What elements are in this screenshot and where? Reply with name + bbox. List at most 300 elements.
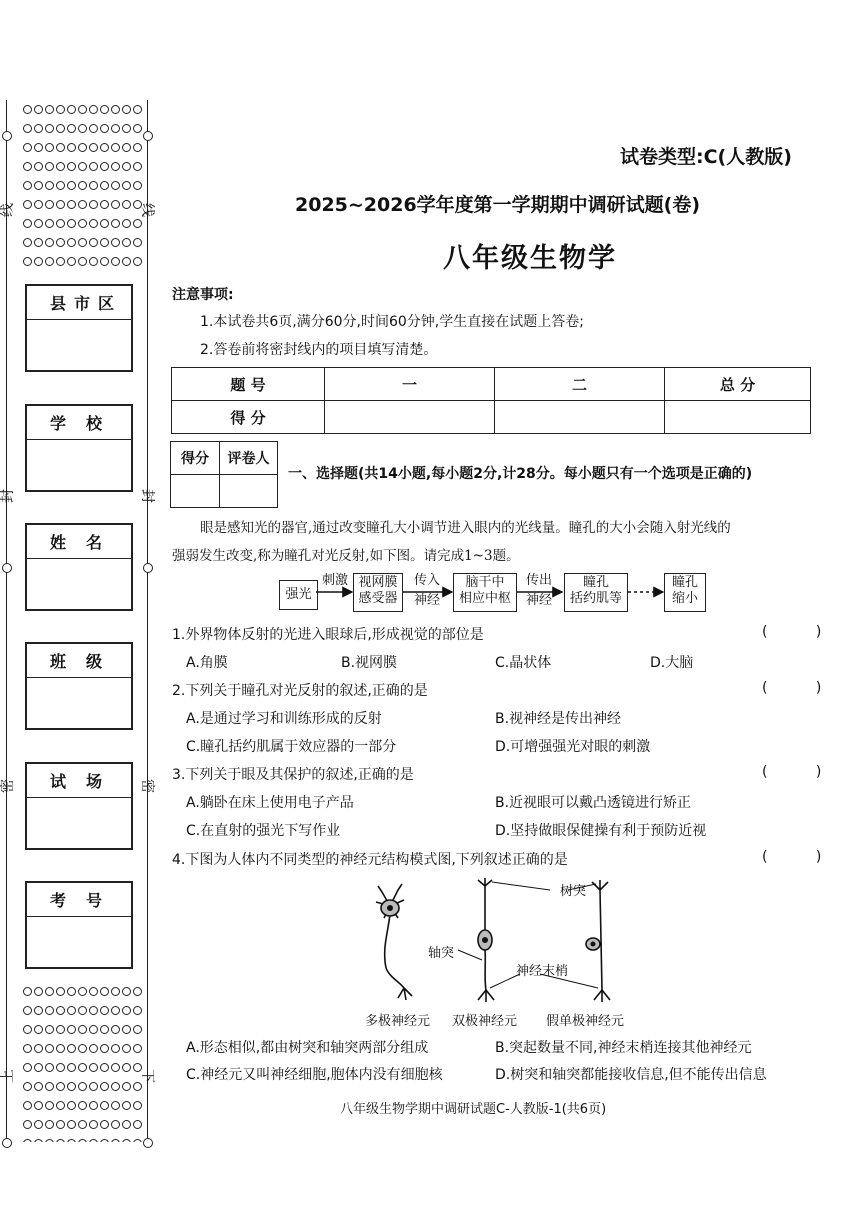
- binding-dot: [45, 987, 54, 996]
- binding-dot: [67, 1082, 76, 1091]
- binding-dot: [133, 162, 142, 171]
- binding-dot: [34, 238, 43, 247]
- binding-dot: [78, 1044, 87, 1053]
- note-item: 2.答卷前将密封线内的项目填写清楚。: [200, 342, 438, 358]
- binding-dot: [100, 1139, 109, 1142]
- binding-dot: [133, 1082, 142, 1091]
- binding-dot: [67, 1139, 76, 1142]
- binding-dot: [67, 1025, 76, 1034]
- binding-dot: [78, 143, 87, 152]
- binding-dot: [45, 200, 54, 209]
- binding-dot: [34, 1063, 43, 1072]
- page-footer: 八年级生物学期中调研试题C-人教版-1(共6页): [340, 1102, 607, 1117]
- flow-box-sphincter: [564, 573, 628, 612]
- option: A.形态相似,都由树突和轴突两部分组成: [186, 1040, 429, 1056]
- binding-dot: [67, 1006, 76, 1015]
- flow-box-text: 脑干中: [465, 575, 505, 590]
- binding-dot: [34, 162, 43, 171]
- label-axon: 轴突: [428, 946, 455, 961]
- seal-mark-feng-left: 封: [0, 489, 16, 503]
- binding-dot: [122, 1063, 131, 1072]
- intro-paragraph-line: 强弱发生改变,称为瞳孔对光反射,如下图。请完成1~3题。: [172, 548, 520, 564]
- option: D.树突和轴突都能接收信息,但不能传出信息: [495, 1067, 767, 1083]
- binding-dot: [89, 987, 98, 996]
- binding-dot: [111, 124, 120, 133]
- binding-dot: [111, 143, 120, 152]
- binding-line-left: [6, 100, 7, 1140]
- binding-dot: [89, 200, 98, 209]
- binding-dot: [111, 162, 120, 171]
- binding-dot: [67, 200, 76, 209]
- flow-box-text: 相应中枢: [458, 591, 511, 606]
- binding-dot: [122, 162, 131, 171]
- binding-dot: [122, 124, 131, 133]
- binding-dot: [111, 1139, 120, 1142]
- flow-box-brainstem: [453, 573, 517, 612]
- class-field-label: 班级: [27, 644, 131, 678]
- binding-dot: [111, 1025, 120, 1034]
- binding-dot: [122, 1082, 131, 1091]
- flow-arrow-label: 刺激: [321, 573, 348, 588]
- binding-dot: [23, 1120, 32, 1129]
- seal-mark-shang: 上: [0, 1069, 16, 1083]
- binding-dot: [89, 181, 98, 190]
- binding-dot: [78, 1101, 87, 1110]
- binding-dot: [67, 105, 76, 114]
- binding-dot: [133, 181, 142, 190]
- seal-mark-xia: 下: [139, 1069, 155, 1083]
- binding-dot: [23, 1063, 32, 1072]
- neuron-name-multipolar: 多极神经元: [365, 1014, 431, 1029]
- flow-box-text: 括约肌等: [569, 591, 622, 606]
- binding-dot: [34, 219, 43, 228]
- exam-number-field-label: 考号: [27, 883, 131, 917]
- binding-dot: [23, 1139, 32, 1142]
- binding-dot: [122, 143, 131, 152]
- binding-dot: [23, 1006, 32, 1015]
- class-field[interactable]: [25, 642, 133, 730]
- label-nerve-terminal: 神经末梢: [516, 964, 569, 979]
- binding-dot: [78, 1120, 87, 1129]
- name-field-label: 姓名: [27, 525, 131, 559]
- section-heading: 一、选择题(共14小题,每小题2分,计28分。每小题只有一个选项是正确的): [288, 466, 753, 482]
- subject-title: 八年级生物学: [443, 243, 617, 274]
- binding-dot: [122, 238, 131, 247]
- binding-dot: [67, 1044, 76, 1053]
- binding-dot: [133, 1006, 142, 1015]
- binding-dot: [23, 219, 32, 228]
- binding-dot: [133, 105, 142, 114]
- binding-dot: [23, 162, 32, 171]
- binding-dot: [45, 124, 54, 133]
- binding-dot: [34, 1082, 43, 1091]
- flow-box-text: 瞳孔: [582, 575, 609, 590]
- binding-dot: [56, 124, 65, 133]
- binding-dot: [89, 1139, 98, 1142]
- answer-bracket[interactable]: ( ): [762, 680, 844, 696]
- binding-dot: [34, 987, 43, 996]
- binding-dot: [45, 257, 54, 266]
- option: C.在直射的强光下写作业: [186, 823, 341, 839]
- binding-ring: [143, 131, 153, 141]
- binding-dot: [34, 1006, 43, 1015]
- school-field-label: 学校: [27, 406, 131, 440]
- answer-bracket[interactable]: ( ): [762, 624, 844, 640]
- binding-dot: [78, 219, 87, 228]
- binding-dot: [34, 1025, 43, 1034]
- score-cell-total[interactable]: [665, 401, 811, 434]
- binding-dot: [89, 1120, 98, 1129]
- binding-dot: [78, 181, 87, 190]
- binding-dot: [23, 238, 32, 247]
- seal-mark-xian-right: 线: [139, 203, 155, 217]
- binding-dot: [56, 1120, 65, 1129]
- binding-dot: [34, 1044, 43, 1053]
- binding-dot: [78, 1025, 87, 1034]
- score-header-question-no: 题 号: [172, 368, 325, 401]
- binding-dot: [111, 1120, 120, 1129]
- binding-dot: [111, 219, 120, 228]
- binding-dot: [133, 143, 142, 152]
- binding-dot: [23, 143, 32, 152]
- binding-dot: [56, 105, 65, 114]
- binding-dot: [45, 1063, 54, 1072]
- paper-type: 试卷类型:C(人教版): [620, 146, 792, 168]
- binding-dot: [56, 162, 65, 171]
- binding-dot: [89, 219, 98, 228]
- binding-dot: [78, 257, 87, 266]
- binding-dot: [100, 124, 109, 133]
- option: B.近视眼可以戴凸透镜进行矫正: [495, 795, 692, 811]
- seal-mark-feng-right: 封: [139, 489, 155, 503]
- question-stem: 1.外界物体反射的光进入眼球后,形成视觉的部位是: [172, 627, 484, 643]
- binding-dot: [67, 143, 76, 152]
- exam-number-field[interactable]: [25, 881, 133, 969]
- binding-dot: [45, 1044, 54, 1053]
- grader-reviewer-cell[interactable]: [220, 475, 278, 508]
- grader-score-label: 得分: [171, 442, 220, 475]
- option: B.视神经是传出神经: [495, 711, 622, 727]
- binding-line-right: [147, 100, 148, 1140]
- binding-dot: [100, 1025, 109, 1034]
- binding-dot: [56, 238, 65, 247]
- binding-ring: [2, 1138, 12, 1148]
- binding-dot: [56, 1025, 65, 1034]
- binding-dot: [45, 1025, 54, 1034]
- score-cell-part2[interactable]: [495, 401, 665, 434]
- binding-dot: [100, 143, 109, 152]
- binding-dot: [23, 1025, 32, 1034]
- county-field-label: 县市区: [27, 286, 131, 320]
- binding-dot: [89, 124, 98, 133]
- binding-dot: [34, 1120, 43, 1129]
- binding-dot: [56, 1082, 65, 1091]
- binding-dot: [78, 1063, 87, 1072]
- option: D.坚持做眼保健操有利于预防近视: [495, 823, 707, 839]
- binding-dot: [23, 1101, 32, 1110]
- binding-dot: [56, 1101, 65, 1110]
- binding-dot: [45, 143, 54, 152]
- binding-dot: [56, 257, 65, 266]
- binding-dot: [67, 1101, 76, 1110]
- binding-dot: [133, 238, 142, 247]
- flow-arrow-text: 传入: [413, 573, 440, 588]
- flow-box-text: 缩小: [671, 591, 698, 606]
- binding-dot: [56, 1006, 65, 1015]
- binding-dot: [89, 1006, 98, 1015]
- answer-bracket[interactable]: ( ): [762, 764, 844, 780]
- binding-dot: [34, 200, 43, 209]
- binding-dot: [67, 181, 76, 190]
- flow-box-pupil-shrink: [664, 573, 706, 612]
- binding-dot: [78, 1139, 87, 1142]
- binding-dot: [34, 105, 43, 114]
- binding-dot: [100, 238, 109, 247]
- binding-dot: [45, 1082, 54, 1091]
- binding-dot: [67, 1120, 76, 1129]
- seal-mark-xian-left: 线: [0, 203, 16, 217]
- binding-dot: [89, 1101, 98, 1110]
- seal-mark-mi-right: 密: [139, 779, 155, 793]
- binding-dot: [122, 1139, 131, 1142]
- binding-dot: [111, 105, 120, 114]
- binding-dot: [111, 181, 120, 190]
- binding-dot: [23, 257, 32, 266]
- binding-dot: [89, 1044, 98, 1053]
- binding-dot: [67, 257, 76, 266]
- binding-dot: [122, 1006, 131, 1015]
- binding-dot: [89, 143, 98, 152]
- binding-dot: [23, 200, 32, 209]
- name-field[interactable]: [25, 523, 133, 611]
- binding-dot: [78, 1082, 87, 1091]
- exam-room-field[interactable]: [25, 762, 133, 850]
- option: B.视网膜: [341, 655, 398, 671]
- neuron-name-bipolar: 双极神经元: [452, 1014, 518, 1029]
- binding-dot: [100, 1044, 109, 1053]
- binding-dot: [122, 987, 131, 996]
- binding-dot: [45, 181, 54, 190]
- binding-dot: [89, 162, 98, 171]
- binding-dot: [78, 162, 87, 171]
- dot-pattern-top: [22, 100, 146, 270]
- binding-dot: [100, 105, 109, 114]
- binding-dot: [67, 124, 76, 133]
- county-field[interactable]: [25, 284, 133, 372]
- binding-dot: [111, 238, 120, 247]
- binding-dot: [122, 181, 131, 190]
- binding-dot: [133, 1139, 142, 1142]
- binding-dot: [67, 238, 76, 247]
- binding-dot: [111, 1101, 120, 1110]
- binding-dot: [56, 143, 65, 152]
- binding-dot: [100, 181, 109, 190]
- question-stem: 2.下列关于瞳孔对光反射的叙述,正确的是: [172, 683, 428, 699]
- binding-dot: [78, 105, 87, 114]
- binding-dot: [23, 124, 32, 133]
- binding-dot: [34, 181, 43, 190]
- option: C.晶状体: [495, 655, 552, 671]
- binding-dot: [100, 987, 109, 996]
- binding-dot: [56, 219, 65, 228]
- binding-dot: [45, 1139, 54, 1142]
- note-item: 1.本试卷共6页,满分60分,时间60分钟,学生直接在试题上答卷;: [200, 314, 584, 330]
- binding-dot: [56, 181, 65, 190]
- binding-dot: [67, 219, 76, 228]
- neuron-name-pseudounipolar: 假单极神经元: [546, 1014, 625, 1029]
- binding-dot: [111, 1044, 120, 1053]
- binding-dot: [89, 1082, 98, 1091]
- binding-dot: [89, 1025, 98, 1034]
- neuron-diagram: [360, 878, 660, 1008]
- binding-dot: [100, 1082, 109, 1091]
- exam-title: 2025~2026学年度第一学期期中调研试题(卷): [295, 194, 701, 216]
- flow-arrow-label: [404, 573, 450, 609]
- option: C.瞳孔括约肌属于效应器的一部分: [186, 739, 397, 755]
- binding-dot: [56, 200, 65, 209]
- option: D.可增强强光对眼的刺激: [495, 739, 651, 755]
- binding-dot: [122, 219, 131, 228]
- binding-dot: [89, 1063, 98, 1072]
- option: D.大脑: [650, 655, 694, 671]
- binding-dot: [45, 1006, 54, 1015]
- flow-arrow-text: 神经: [525, 593, 552, 608]
- binding-dot: [23, 181, 32, 190]
- binding-dot: [89, 105, 98, 114]
- binding-dot: [133, 124, 142, 133]
- binding-dot: [23, 1082, 32, 1091]
- option: A.躺卧在床上使用电子产品: [186, 795, 354, 811]
- score-header-part1: 一: [325, 368, 495, 401]
- intro-paragraph-line: 眼是感知光的器官,通过改变瞳孔大小调节进入眼内的光线量。瞳孔的大小会随入射光线的: [200, 520, 731, 536]
- flow-box-strong-light: [279, 580, 318, 610]
- binding-dot: [34, 1101, 43, 1110]
- binding-dot: [45, 238, 54, 247]
- flow-box-text: 强光: [285, 587, 312, 602]
- dot-pattern-bottom: [22, 982, 146, 1142]
- binding-dot: [23, 1044, 32, 1053]
- binding-ring: [2, 563, 12, 573]
- binding-dot: [56, 1139, 65, 1142]
- binding-dot: [56, 1063, 65, 1072]
- grader-score-cell[interactable]: [171, 475, 220, 508]
- flow-box-text: 瞳孔: [671, 575, 698, 590]
- flow-arrow-text: 神经: [413, 593, 440, 608]
- binding-dot: [78, 1006, 87, 1015]
- binding-dot: [100, 1006, 109, 1015]
- flow-box-text: 视网膜: [358, 575, 398, 590]
- binding-dot: [133, 219, 142, 228]
- option: C.神经元又叫神经细胞,胞体内没有细胞核: [186, 1067, 443, 1083]
- binding-dot: [45, 1120, 54, 1129]
- flow-box-retina: [353, 573, 403, 612]
- binding-dot: [122, 1101, 131, 1110]
- seal-mark-mi-left: 密: [0, 779, 16, 793]
- binding-dot: [100, 219, 109, 228]
- binding-dot: [111, 1082, 120, 1091]
- binding-dot: [67, 162, 76, 171]
- binding-dot: [89, 238, 98, 247]
- binding-dot: [133, 257, 142, 266]
- binding-dot: [78, 124, 87, 133]
- binding-dot: [122, 1044, 131, 1053]
- binding-dot: [133, 1120, 142, 1129]
- score-header-part2: 二: [495, 368, 665, 401]
- binding-dot: [122, 200, 131, 209]
- question-stem: 3.下列关于眼及其保护的叙述,正确的是: [172, 767, 414, 783]
- binding-dot: [122, 105, 131, 114]
- binding-dot: [45, 1101, 54, 1110]
- binding-dot: [111, 200, 120, 209]
- binding-dot: [56, 1044, 65, 1053]
- binding-dot: [133, 987, 142, 996]
- school-field[interactable]: [25, 404, 133, 492]
- score-table: [171, 367, 811, 434]
- binding-dot: [34, 1139, 43, 1142]
- binding-dot: [23, 105, 32, 114]
- binding-dot: [89, 257, 98, 266]
- binding-dot: [133, 1101, 142, 1110]
- notes-heading: 注意事项:: [172, 287, 234, 303]
- binding-dot: [23, 987, 32, 996]
- binding-dot: [100, 1120, 109, 1129]
- label-dendrite: 树突: [560, 884, 587, 899]
- option: A.角膜: [186, 655, 228, 671]
- binding-ring: [143, 1138, 153, 1148]
- binding-dot: [34, 257, 43, 266]
- binding-dot: [34, 124, 43, 133]
- binding-dot: [56, 987, 65, 996]
- binding-dot: [45, 105, 54, 114]
- score-header-total: 总 分: [665, 368, 811, 401]
- binding-dot: [100, 162, 109, 171]
- binding-dot: [67, 1063, 76, 1072]
- score-row-label: 得 分: [172, 401, 325, 434]
- binding-ring: [2, 131, 12, 141]
- exam-room-field-label: 试场: [27, 764, 131, 798]
- binding-ring: [143, 563, 153, 573]
- binding-dot: [45, 219, 54, 228]
- binding-dot: [122, 257, 131, 266]
- score-cell-part1[interactable]: [325, 401, 495, 434]
- binding-dot: [45, 162, 54, 171]
- binding-dot: [67, 987, 76, 996]
- binding-dot: [133, 1025, 142, 1034]
- binding-dot: [100, 200, 109, 209]
- answer-bracket[interactable]: ( ): [762, 849, 844, 865]
- binding-dot: [78, 200, 87, 209]
- option: A.是通过学习和训练形成的反射: [186, 711, 382, 727]
- flow-arrow-label: [517, 573, 561, 609]
- binding-dot: [122, 1120, 131, 1129]
- binding-dot: [133, 1044, 142, 1053]
- question-stem: 4.下图为人体内不同类型的神经元结构模式图,下列叙述正确的是: [172, 852, 568, 868]
- binding-dot: [122, 1025, 131, 1034]
- option: B.突起数量不同,神经末梢连接其他神经元: [495, 1040, 752, 1056]
- grader-table: [170, 441, 278, 508]
- binding-dot: [111, 257, 120, 266]
- binding-dot: [100, 257, 109, 266]
- binding-dot: [111, 1063, 120, 1072]
- flow-arrow-text: 传出: [525, 573, 552, 588]
- flow-box-text: 感受器: [358, 591, 398, 606]
- binding-dot: [34, 143, 43, 152]
- binding-dot: [78, 987, 87, 996]
- binding-dot: [78, 238, 87, 247]
- binding-dot: [100, 1101, 109, 1110]
- binding-dot: [111, 1006, 120, 1015]
- binding-dot: [100, 1063, 109, 1072]
